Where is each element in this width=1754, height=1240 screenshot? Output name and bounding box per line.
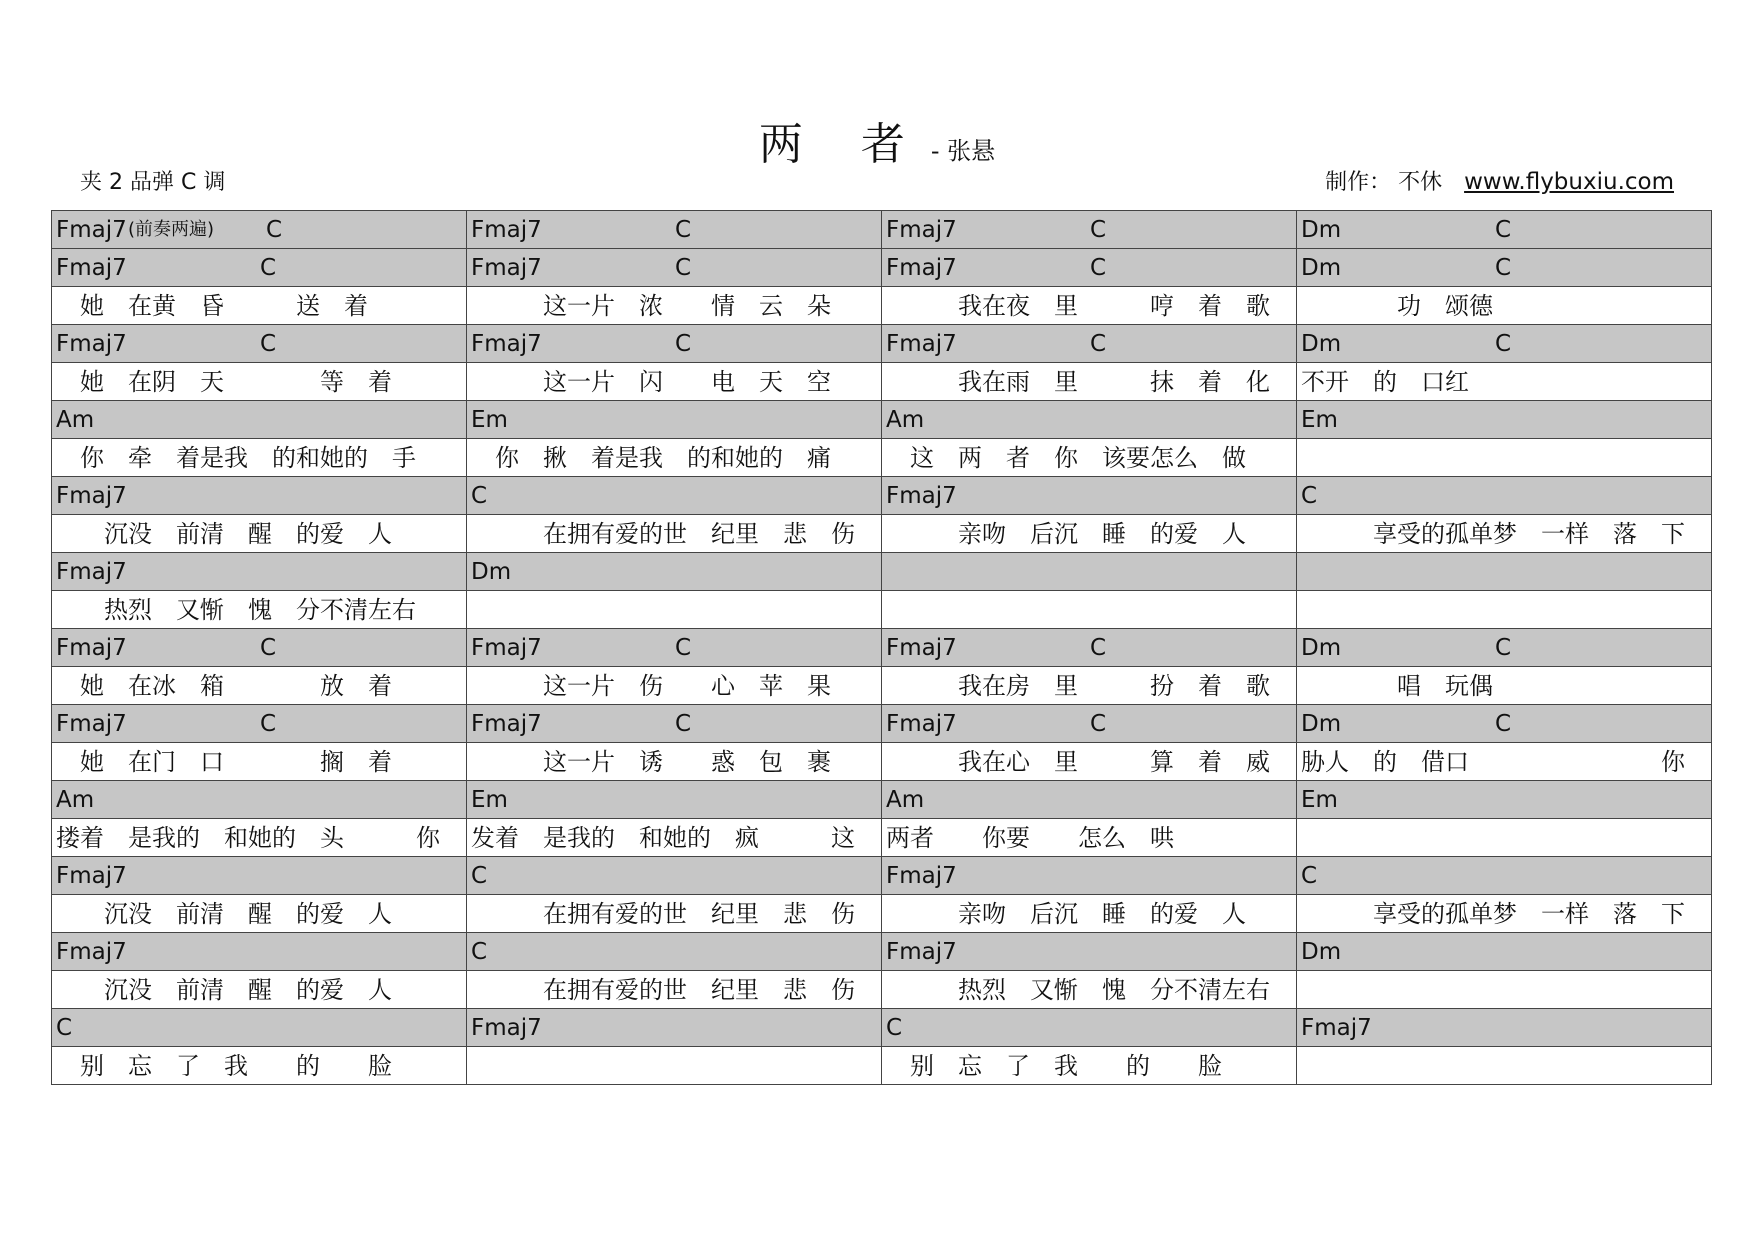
- lyric-text: 别 忘 了 我 的 脸: [56, 1052, 392, 1080]
- lyric-cell: [1297, 439, 1712, 477]
- lyric-cell: [52, 515, 467, 553]
- chord-label: Fmaj7: [471, 711, 542, 737]
- chord-label: Fmaj7: [56, 559, 127, 585]
- chord-row: [52, 477, 1712, 515]
- chord-cell: [882, 933, 1297, 971]
- chord-label: Fmaj7: [886, 217, 957, 243]
- chord-cell: [52, 1009, 467, 1047]
- lyric-cell: [467, 591, 882, 629]
- lyric-cell: [52, 895, 467, 933]
- lyric-cell: [52, 819, 467, 857]
- chord-cell: [882, 477, 1297, 515]
- chord-cell: [882, 325, 1297, 363]
- lyric-cell: [467, 363, 882, 401]
- lyric-text: 在拥有爱的世 纪里 悲 伤: [471, 520, 855, 548]
- lyric-cell: [467, 439, 882, 477]
- chord-cell: [52, 477, 467, 515]
- chord-cell: [467, 857, 882, 895]
- chord-row: [52, 401, 1712, 439]
- lyric-text: 她 在阴 天 等 着: [56, 368, 392, 396]
- lyric-cell: [467, 515, 882, 553]
- chord-label: Fmaj7: [56, 217, 127, 243]
- lyric-text: 沉没 前清 醒 的爱 人: [56, 520, 392, 548]
- lyric-cell: [467, 1047, 882, 1085]
- chord-label: C: [260, 255, 277, 281]
- lyric-text: 她 在门 口 搁 着: [56, 748, 392, 776]
- lyric-cell: [467, 819, 882, 857]
- chord-label: Dm: [1301, 217, 1342, 243]
- chord-row: [52, 1009, 1712, 1047]
- chord-label: Am: [886, 787, 925, 813]
- lyric-row: [52, 971, 1712, 1009]
- lyric-cell: [882, 895, 1297, 933]
- chord-label: C: [471, 483, 488, 509]
- song-title-line: [0, 108, 1754, 172]
- lyric-text: 唱 玩偶: [1301, 672, 1493, 700]
- chord-cell: [1297, 933, 1712, 971]
- chord-label: C: [471, 863, 488, 889]
- lyric-row: [52, 1047, 1712, 1085]
- lyric-cell: [1297, 895, 1712, 933]
- chord-cell: [1297, 781, 1712, 819]
- chord-cell: [467, 211, 882, 249]
- chord-label: Fmaj7: [56, 863, 127, 889]
- lyric-text: 发着 是我的 和她的 疯 这: [471, 824, 855, 852]
- lyric-text: 这一片 伤 心 苹 果: [471, 672, 831, 700]
- song-artist: - 张悬: [930, 137, 996, 165]
- chord-row: [52, 249, 1712, 287]
- chord-label: Fmaj7: [471, 255, 542, 281]
- chord-cell: [1297, 401, 1712, 439]
- chord-label: C: [675, 635, 692, 661]
- chord-label: Fmaj7: [886, 255, 957, 281]
- lyric-cell: [882, 591, 1297, 629]
- lyric-text: 热烈 又惭 愧 分不清左右: [886, 976, 1270, 1004]
- chord-cell: [1297, 325, 1712, 363]
- chord-cell: [1297, 553, 1712, 591]
- capo-info: 夹 2 品弹 C 调: [80, 170, 226, 195]
- chord-label: C: [1090, 711, 1107, 737]
- chord-cell: [1297, 857, 1712, 895]
- lyric-cell: [52, 667, 467, 705]
- chord-label: C: [1495, 331, 1512, 357]
- chord-label: Fmaj7: [56, 331, 127, 357]
- chord-label: Fmaj7: [886, 331, 957, 357]
- chord-label: Fmaj7: [886, 483, 957, 509]
- lyric-row: [52, 895, 1712, 933]
- chord-label: C: [56, 1015, 73, 1041]
- chord-label: C: [1090, 217, 1107, 243]
- chord-label: C: [260, 711, 277, 737]
- lyric-cell: [1297, 971, 1712, 1009]
- lyric-cell: [1297, 1047, 1712, 1085]
- lyric-cell: [882, 819, 1297, 857]
- chord-cell: [1297, 1009, 1712, 1047]
- chord-label: Fmaj7: [56, 635, 127, 661]
- credit-line: [1325, 165, 1674, 196]
- chord-label: C: [675, 711, 692, 737]
- lyric-row: [52, 743, 1712, 781]
- chord-label: C: [1495, 635, 1512, 661]
- song-title: 两 者: [758, 119, 927, 170]
- chord-cell: [467, 553, 882, 591]
- chord-cell: [1297, 629, 1712, 667]
- chord-label: C: [675, 255, 692, 281]
- lyric-text: 享受的孤单梦 一样 落 下: [1301, 900, 1685, 928]
- lyric-cell: [467, 743, 882, 781]
- chord-cell: [52, 705, 467, 743]
- chord-label: C: [1301, 863, 1318, 889]
- chord-cell: [467, 781, 882, 819]
- lyric-text: 这一片 诱 惑 包 裹: [471, 748, 831, 776]
- lyric-text: 她 在黄 昏 送 着: [56, 292, 368, 320]
- chord-row: [52, 781, 1712, 819]
- chord-label: C: [1495, 711, 1512, 737]
- chord-cell: [52, 211, 467, 249]
- lyric-text: 亲吻 后沉 睡 的爱 人: [886, 520, 1246, 548]
- chord-label: C: [260, 331, 277, 357]
- chord-label: Fmaj7: [471, 217, 542, 243]
- lyric-cell: [882, 287, 1297, 325]
- lyric-text: 在拥有爱的世 纪里 悲 伤: [471, 976, 855, 1004]
- lyric-cell: [52, 1047, 467, 1085]
- chord-label: Fmaj7: [1301, 1015, 1372, 1041]
- chord-label: C: [1495, 255, 1512, 281]
- chord-label: C: [675, 331, 692, 357]
- chord-label: C: [675, 217, 692, 243]
- lyric-cell: [52, 591, 467, 629]
- chord-cell: [882, 705, 1297, 743]
- chord-cell: [467, 325, 882, 363]
- lyric-text: 我在雨 里 抹 着 化: [886, 368, 1270, 396]
- lyric-text: 沉没 前清 醒 的爱 人: [56, 900, 392, 928]
- lyric-text: 胁人 的 借口 你: [1301, 748, 1685, 776]
- chord-label: Am: [56, 407, 95, 433]
- lyric-text: 沉没 前清 醒 的爱 人: [56, 976, 392, 1004]
- chord-label: Fmaj7: [886, 939, 957, 965]
- chord-label: Fmaj7: [56, 711, 127, 737]
- chord-row: [52, 325, 1712, 363]
- lyric-cell: [52, 743, 467, 781]
- chord-label: Dm: [1301, 939, 1342, 965]
- chord-label: C: [260, 635, 277, 661]
- credit-author: 制作： 不休: [1325, 170, 1443, 195]
- chord-label: Em: [471, 407, 508, 433]
- chord-label: Dm: [1301, 331, 1342, 357]
- chord-label: Em: [471, 787, 508, 813]
- chord-label: Em: [1301, 787, 1338, 813]
- lyric-text: 搂着 是我的 和她的 头 你: [56, 824, 440, 852]
- lyric-cell: [467, 667, 882, 705]
- chord-label: Am: [886, 407, 925, 433]
- lyric-cell: [52, 439, 467, 477]
- lyric-cell: [52, 971, 467, 1009]
- lyric-text: 这一片 闪 电 天 空: [471, 368, 831, 396]
- lyric-cell: [1297, 743, 1712, 781]
- lyric-cell: [1297, 819, 1712, 857]
- chord-cell: [882, 1009, 1297, 1047]
- chord-label: C: [1495, 217, 1512, 243]
- chord-label: Dm: [471, 559, 512, 585]
- chord-cell: [52, 933, 467, 971]
- chord-label: Em: [1301, 407, 1338, 433]
- chord-label: Dm: [1301, 255, 1342, 281]
- chord-cell: [467, 629, 882, 667]
- lyric-row: [52, 667, 1712, 705]
- lyric-cell: [882, 439, 1297, 477]
- lyric-cell: [467, 895, 882, 933]
- chord-label: Dm: [1301, 711, 1342, 737]
- lyric-cell: [1297, 515, 1712, 553]
- chord-label: C: [1090, 331, 1107, 357]
- chord-row: [52, 553, 1712, 591]
- lyric-cell: [52, 287, 467, 325]
- chord-cell: [52, 401, 467, 439]
- chord-cell: [467, 705, 882, 743]
- chord-cell: [52, 857, 467, 895]
- lyric-text: 功 颂德: [1301, 292, 1493, 320]
- lyric-cell: [882, 515, 1297, 553]
- chord-label: C: [471, 939, 488, 965]
- chord-label: Am: [56, 787, 95, 813]
- chord-cell: [467, 933, 882, 971]
- lyric-cell: [467, 287, 882, 325]
- chord-label: Fmaj7: [886, 635, 957, 661]
- chord-cell: [52, 553, 467, 591]
- chord-row: [52, 629, 1712, 667]
- chord-label: C: [1301, 483, 1318, 509]
- chord-label: Fmaj7: [56, 483, 127, 509]
- chord-label: Fmaj7: [56, 939, 127, 965]
- lyric-cell: [882, 363, 1297, 401]
- lyric-row: [52, 439, 1712, 477]
- chord-cell: [882, 401, 1297, 439]
- lyric-text: 你 揪 着是我 的和她的 痛: [471, 444, 831, 472]
- lyric-cell: [882, 1047, 1297, 1085]
- lyric-text: 亲吻 后沉 睡 的爱 人: [886, 900, 1246, 928]
- chord-cell: [1297, 705, 1712, 743]
- lyric-row: [52, 515, 1712, 553]
- chord-cell: [882, 857, 1297, 895]
- lyric-text: 我在夜 里 哼 着 歌: [886, 292, 1270, 320]
- chord-label: C: [266, 217, 283, 243]
- lyric-text: 这 两 者 你 该要怎么 做: [886, 444, 1246, 472]
- chord-cell: [52, 629, 467, 667]
- lyric-text: 别 忘 了 我 的 脸: [886, 1052, 1222, 1080]
- lyric-cell: [882, 667, 1297, 705]
- chord-cell: [467, 249, 882, 287]
- chord-cell: [882, 781, 1297, 819]
- lyric-cell: [1297, 363, 1712, 401]
- chord-cell: [467, 477, 882, 515]
- lyric-text: 我在心 里 算 着 威: [886, 748, 1270, 776]
- chord-cell: [467, 1009, 882, 1047]
- chord-sheet-table: [51, 210, 1712, 1085]
- lyric-text: 热烈 又惭 愧 分不清左右: [56, 596, 416, 624]
- chord-cell: [52, 325, 467, 363]
- chord-label: C: [1090, 255, 1107, 281]
- chord-note: (前奏两遍): [128, 219, 215, 240]
- lyric-cell: [467, 971, 882, 1009]
- chord-cell: [882, 249, 1297, 287]
- lyric-text: 在拥有爱的世 纪里 悲 伤: [471, 900, 855, 928]
- chord-row: [52, 211, 1712, 249]
- chord-label: Fmaj7: [886, 711, 957, 737]
- lyric-text: 这一片 浓 情 云 朵: [471, 292, 831, 320]
- lyric-row: [52, 363, 1712, 401]
- chord-label: C: [1090, 635, 1107, 661]
- chord-cell: [1297, 477, 1712, 515]
- chord-label: Fmaj7: [471, 331, 542, 357]
- chord-cell: [52, 249, 467, 287]
- chord-label: Fmaj7: [471, 1015, 542, 1041]
- lyric-row: [52, 591, 1712, 629]
- site-link[interactable]: www.flybuxiu.com: [1464, 169, 1674, 195]
- lyric-cell: [1297, 667, 1712, 705]
- chord-cell: [882, 629, 1297, 667]
- lyric-row: [52, 287, 1712, 325]
- chord-cell: [882, 211, 1297, 249]
- lyric-text: 她 在冰 箱 放 着: [56, 672, 392, 700]
- chord-label: C: [886, 1015, 903, 1041]
- chord-label: Fmaj7: [886, 863, 957, 889]
- chord-cell: [882, 553, 1297, 591]
- lyric-row: [52, 819, 1712, 857]
- lyric-cell: [1297, 591, 1712, 629]
- chord-label: Fmaj7: [56, 255, 127, 281]
- lyric-text: 我在房 里 扮 着 歌: [886, 672, 1270, 700]
- chord-label: Fmaj7: [471, 635, 542, 661]
- chord-cell: [1297, 249, 1712, 287]
- lyric-text: 不开 的 口红: [1301, 368, 1469, 396]
- lyric-cell: [882, 971, 1297, 1009]
- chord-row: [52, 857, 1712, 895]
- chord-cell: [1297, 211, 1712, 249]
- chord-cell: [52, 781, 467, 819]
- chord-label: Dm: [1301, 635, 1342, 661]
- lyric-cell: [882, 743, 1297, 781]
- lyric-cell: [1297, 287, 1712, 325]
- lyric-cell: [52, 363, 467, 401]
- chord-row: [52, 933, 1712, 971]
- chord-row: [52, 705, 1712, 743]
- lyric-text: 你 牵 着是我 的和她的 手: [56, 444, 416, 472]
- lyric-text: 享受的孤单梦 一样 落 下: [1301, 520, 1685, 548]
- lyric-text: 两者 你要 怎么 哄: [886, 824, 1174, 852]
- chord-cell: [467, 401, 882, 439]
